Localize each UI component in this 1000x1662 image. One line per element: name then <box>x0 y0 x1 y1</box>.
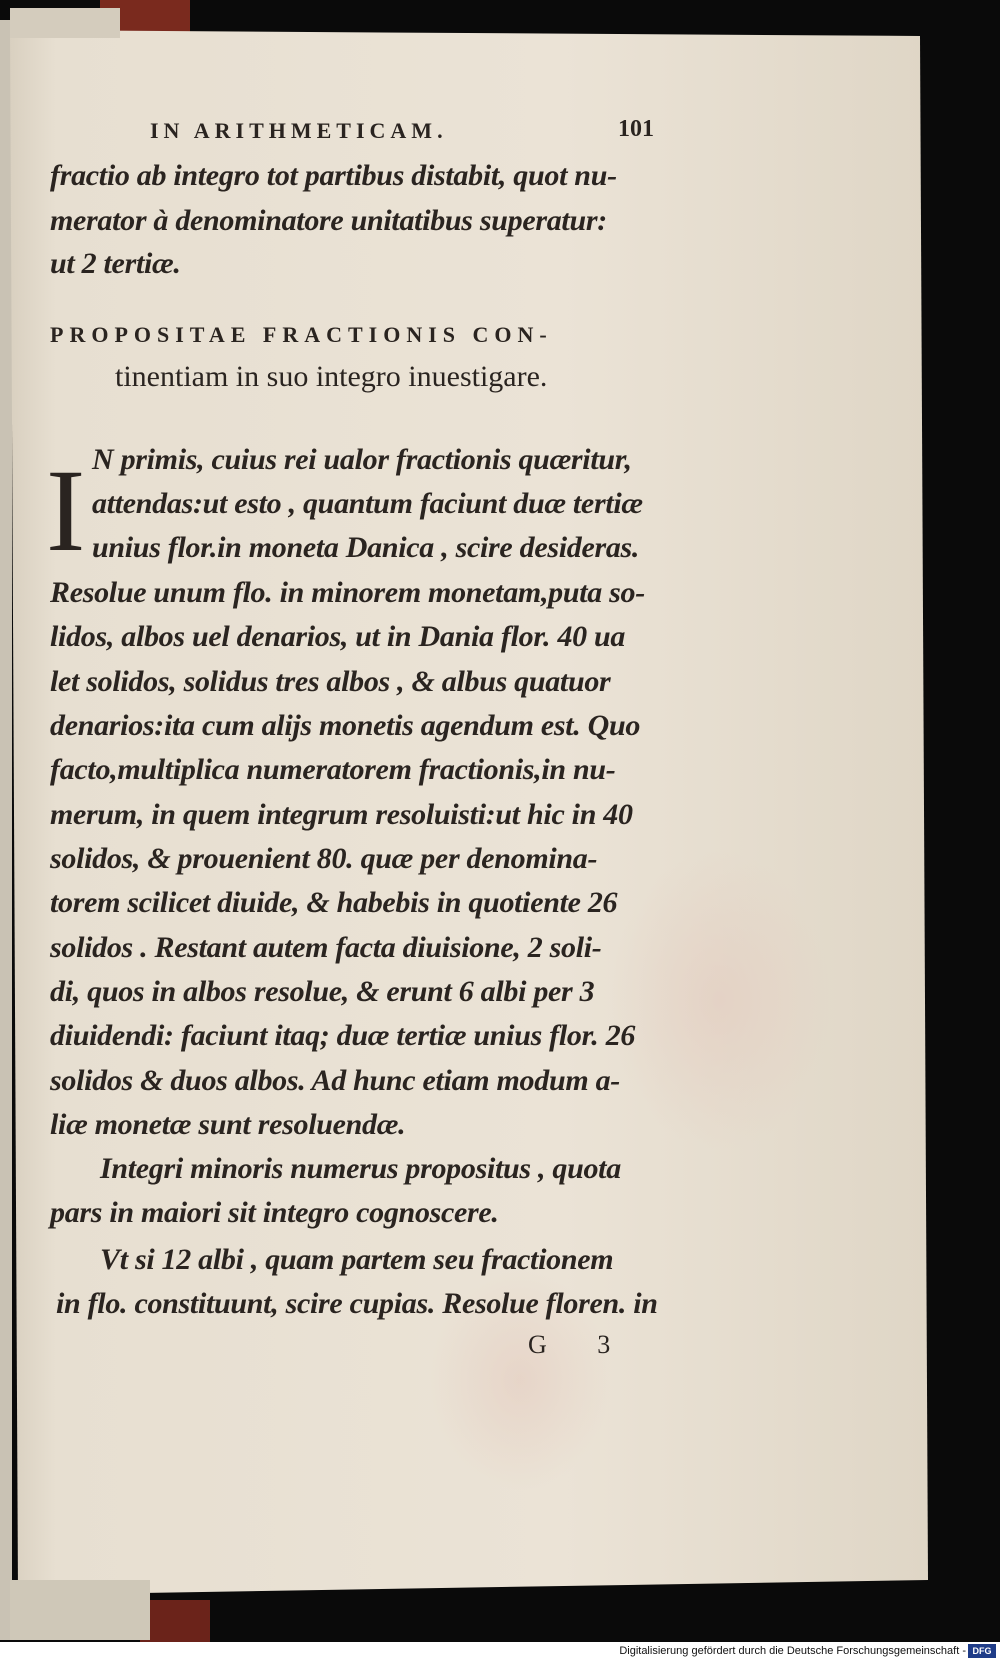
signature-mark: G 3 <box>528 1330 633 1359</box>
text-line: torem scilicet diuide, & habebis in quotiente 26 <box>50 886 618 919</box>
text-line: Resolue unum flo. in minorem monetam,puta so- <box>50 576 645 609</box>
text-line: facto,multiplica numeratorem fractionis,in nu- <box>50 753 616 786</box>
text-line: let solidos, solidus tres albos , & albus quatuor <box>50 665 611 698</box>
funding-credit: Digitalisierung gefördert durch die Deutsche Forschungsgemeinschaft - <box>619 1645 966 1657</box>
text-line: lidos, albos uel denarios, ut in Dania flor. 40 ua <box>50 620 626 653</box>
text-line: solidos, & prouenient 80. quæ per denomina- <box>50 842 598 875</box>
text-line: in flo. constituunt, scire cupias. Resolue floren. in <box>56 1287 658 1320</box>
section-heading-continued: tinentiam in suo integro inuestigare. <box>115 360 548 393</box>
text-line: unius flor.in moneta Danica , scire desideras. <box>92 531 640 564</box>
text-line: denarios:ita cum alijs monetis agendum est. Quo <box>50 709 641 742</box>
section-heading: PROPOSITAE FRACTIONIS CON- <box>50 322 553 347</box>
text-line: liæ monetæ sunt resoluendæ. <box>50 1108 406 1141</box>
text-line: pars in maiori sit integro cognoscere. <box>50 1196 499 1229</box>
text-line: Vt si 12 albi , quam partem seu fractionem <box>100 1243 614 1276</box>
text-line: Integri minoris numerus propositus , quota <box>100 1152 621 1185</box>
text-line: solidos . Restant autem facta diuisione, 2 soli- <box>50 931 602 964</box>
text-line: diuidendi: faciunt itaq; duæ tertiæ unius flor. 26 <box>50 1019 636 1052</box>
text-line: solidos & duos albos. Ad hunc etiam modum a- <box>50 1064 620 1097</box>
text-line: fractio ab integro tot partibus distabit, quot nu- <box>50 159 617 192</box>
page-number: 101 <box>618 116 654 142</box>
running-head: IN ARITHMETICAM. <box>150 118 448 143</box>
text-line: merator à denominatore unitatibus superatur: <box>50 204 607 237</box>
text-line: ut 2 tertiæ. <box>50 247 181 280</box>
text-line: N primis, cuius rei ualor fractionis quæritur, <box>92 443 632 476</box>
drop-cap: I <box>46 445 86 576</box>
text-line: di, quos in albos resolue, & erunt 6 albi per 3 <box>50 975 595 1008</box>
dfg-logo: DFG <box>968 1644 996 1658</box>
text-line: attendas:ut esto , quantum faciunt duæ tertiæ <box>92 487 643 520</box>
text-line: merum, in quem integrum resoluisti:ut hic in 40 <box>50 798 633 831</box>
